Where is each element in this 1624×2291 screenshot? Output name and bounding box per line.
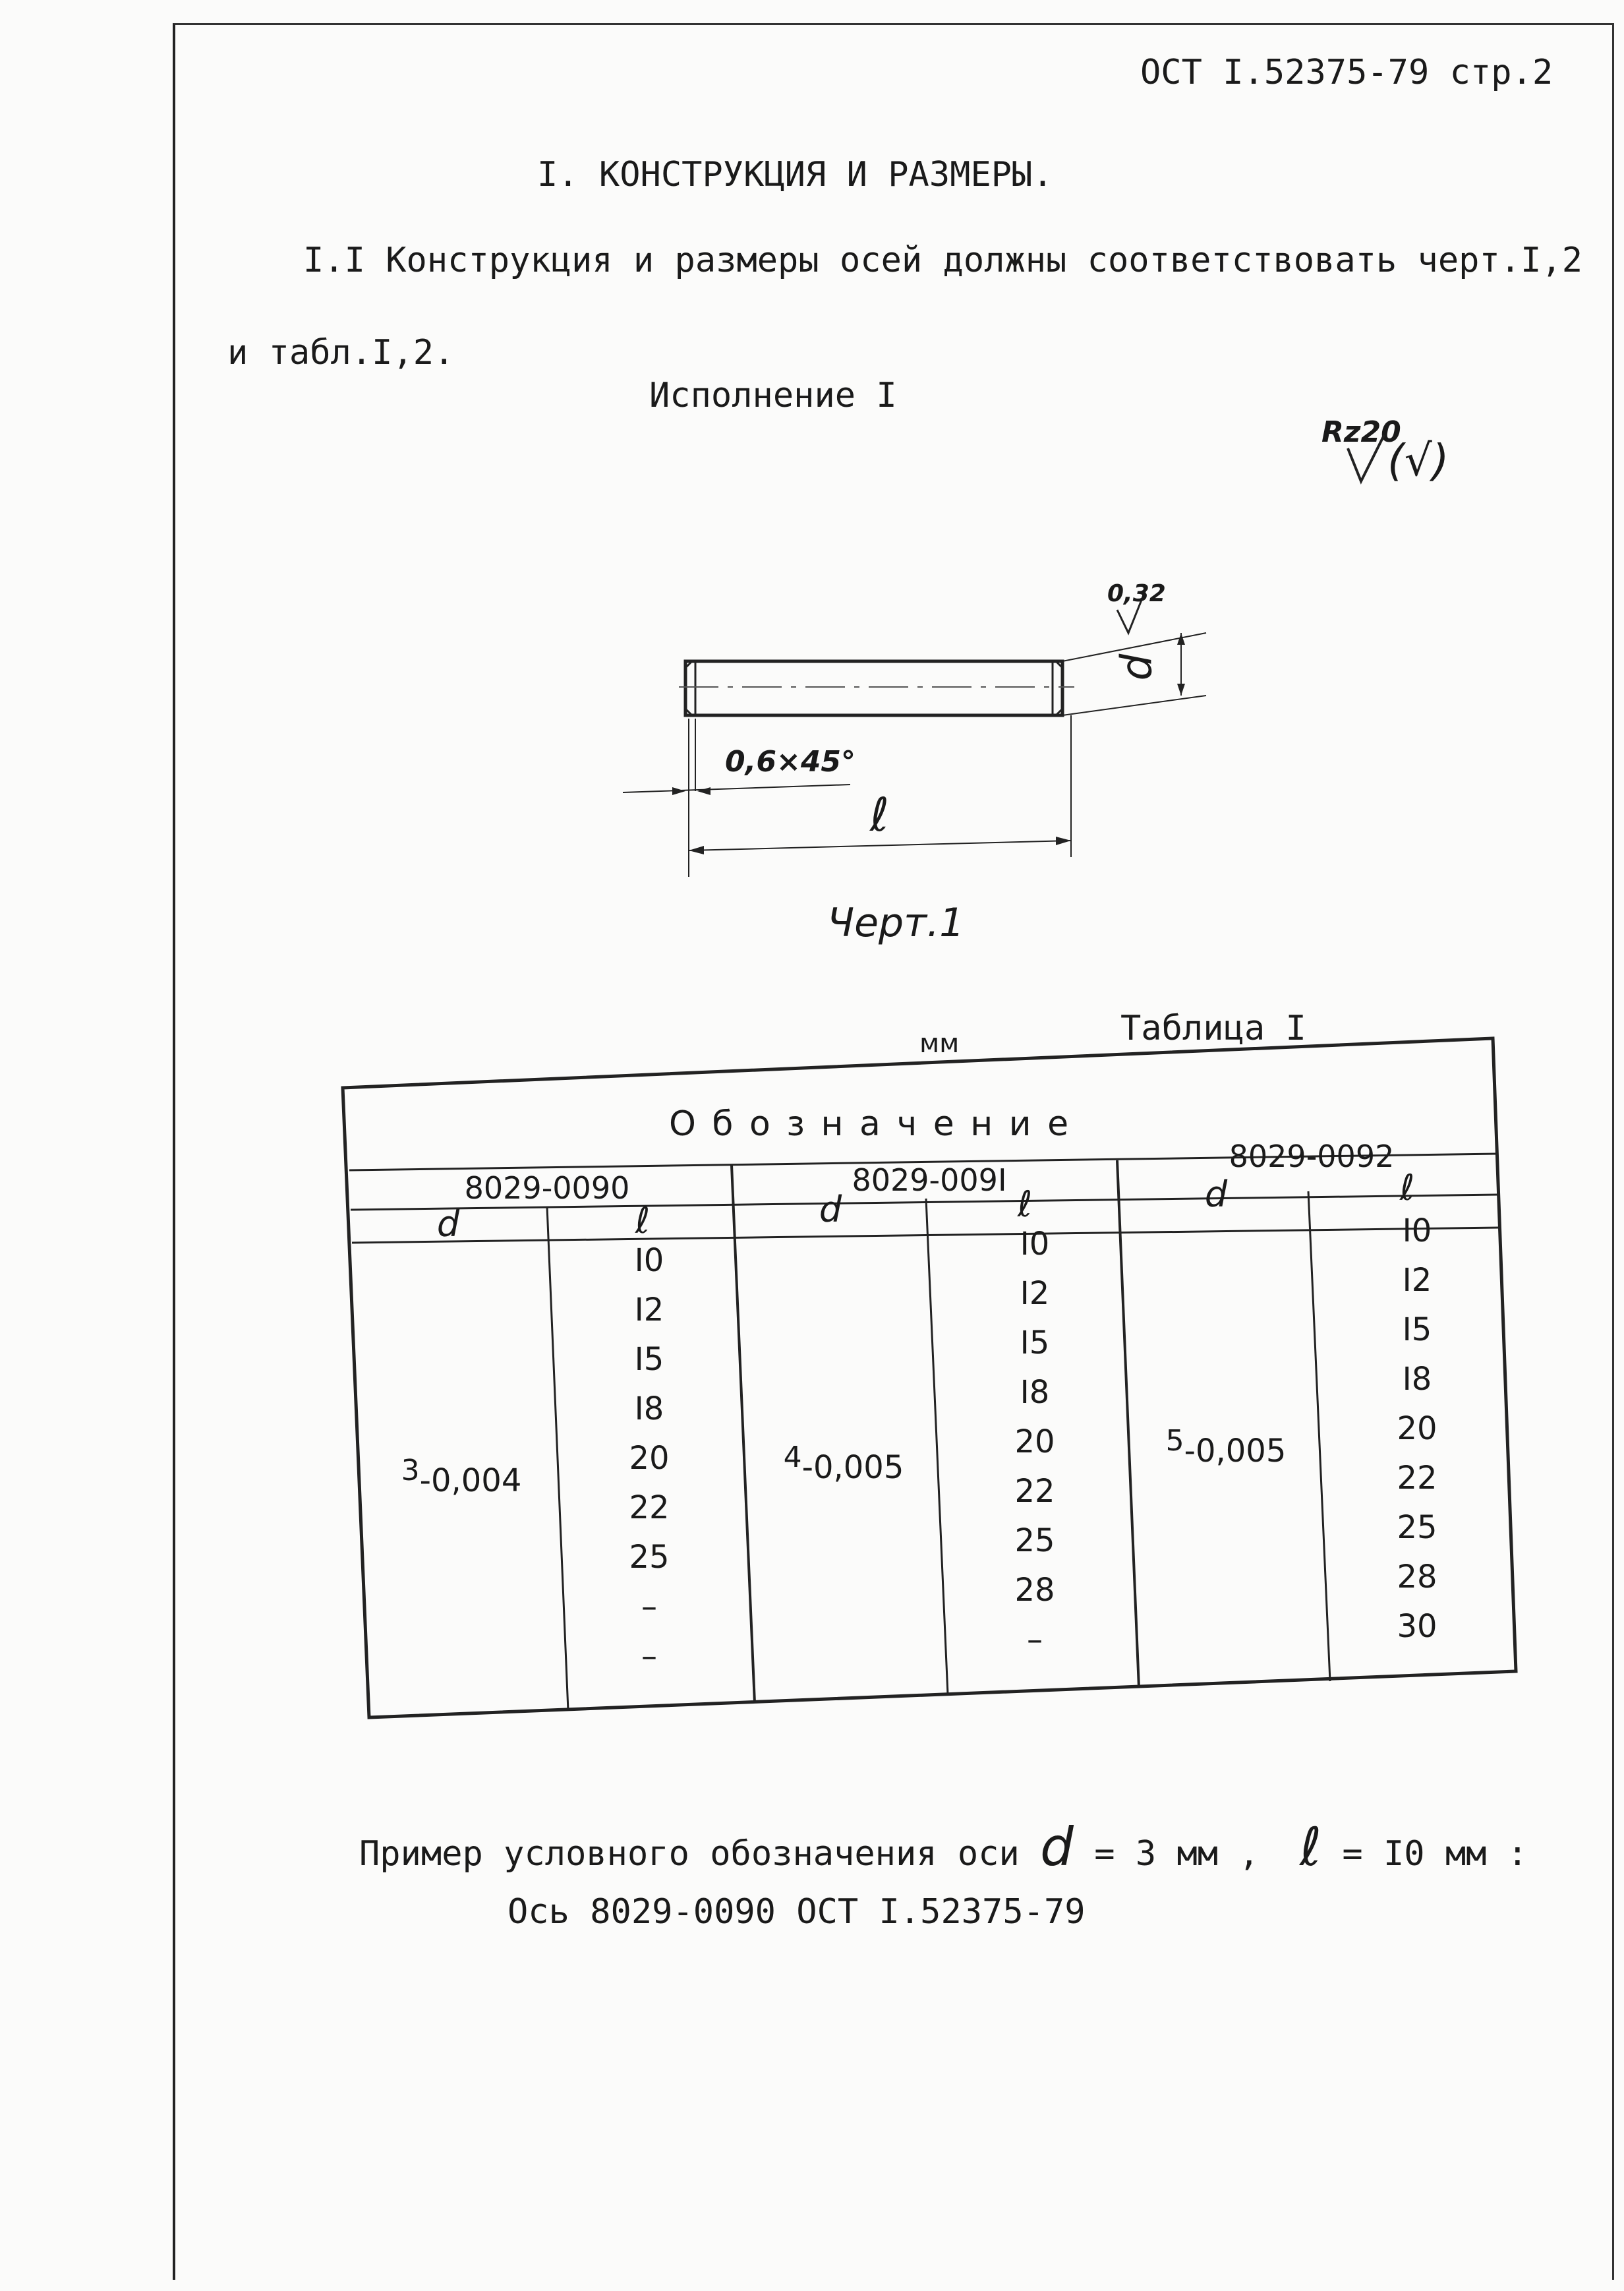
- diameter-dimension-label: d: [1113, 653, 1162, 681]
- list-item: –: [641, 1588, 657, 1625]
- variant-label: Исполнение I: [649, 376, 897, 415]
- col2-l-label: ℓ: [1017, 1183, 1033, 1225]
- list-item: I2: [1402, 1262, 1432, 1299]
- chamfer-label: 0,6×45°: [725, 745, 856, 779]
- axle-drawing: [0, 0, 1624, 989]
- table-units: мм: [919, 1028, 960, 1059]
- col2-l-values: [942, 1220, 1127, 1665]
- col1-d-label: d: [436, 1203, 460, 1245]
- col3-l-values: [1325, 1206, 1509, 1651]
- list-item: I2: [1020, 1275, 1050, 1312]
- list-item: –: [641, 1638, 657, 1675]
- example-d-symbol: d: [1040, 1816, 1074, 1878]
- list-item: I5: [634, 1341, 664, 1378]
- example-prefix: Пример условного обозначения оси: [359, 1834, 1020, 1874]
- list-item: I8: [1020, 1374, 1050, 1411]
- list-item: 22: [1014, 1473, 1055, 1510]
- list-item: 20: [629, 1440, 670, 1477]
- list-item: 20: [1397, 1410, 1437, 1447]
- list-item: 28: [1014, 1572, 1055, 1609]
- example-d-part: = 3 мм ,: [1094, 1834, 1260, 1874]
- example-l-part: = I0 мм :: [1342, 1834, 1528, 1874]
- col3-d-value: $^5$-0,005: [1165, 1424, 1287, 1470]
- list-item: 28: [1397, 1559, 1437, 1595]
- column-code-2: 8029-009I: [852, 1162, 1007, 1198]
- list-item: 25: [629, 1539, 670, 1576]
- clause-line-2: и табл.I,2.: [227, 333, 455, 372]
- table-header: О б о з н а ч е н и е: [668, 1104, 1072, 1144]
- example-designation: Ось 8029-0090 ОСТ I.52375-79: [508, 1892, 1086, 1932]
- list-item: I8: [634, 1390, 664, 1427]
- drawing-caption: Черт.1: [827, 900, 965, 946]
- dimensions-table: [343, 1038, 1516, 1717]
- length-dimension-label: ℓ: [870, 788, 889, 842]
- list-item: 30: [1397, 1608, 1437, 1645]
- list-item: I0: [1020, 1226, 1050, 1263]
- col3-d-label: d: [1204, 1174, 1228, 1215]
- col1-l-values: [560, 1236, 738, 1681]
- col2-d-value: $^4$-0,005: [783, 1441, 904, 1486]
- clause-line-1: I.I Конструкция и размеры осей должны соответствовать черт.I,2: [303, 241, 1583, 280]
- example-l-symbol: ℓ: [1299, 1816, 1322, 1878]
- list-item: 25: [1397, 1509, 1437, 1546]
- roughness-bracket: (√): [1387, 435, 1449, 486]
- roughness-general: Rz20: [1321, 415, 1401, 449]
- list-item: I0: [634, 1242, 664, 1279]
- list-item: 20: [1014, 1423, 1055, 1460]
- list-item: –: [1027, 1621, 1043, 1658]
- column-code-3: 8029-0092: [1229, 1139, 1395, 1174]
- list-item: I8: [1402, 1361, 1432, 1398]
- col2-d-label: d: [819, 1189, 842, 1230]
- table-title: Таблица I: [1120, 1009, 1306, 1048]
- list-item: I2: [634, 1292, 664, 1328]
- list-item: 25: [1014, 1522, 1055, 1559]
- example-line: [359, 1816, 1528, 1878]
- col3-l-label: ℓ: [1399, 1167, 1415, 1208]
- col1-l-label: ℓ: [635, 1200, 651, 1241]
- axle-body: [685, 661, 1062, 715]
- list-item: I0: [1402, 1212, 1432, 1249]
- list-item: I5: [1020, 1324, 1050, 1361]
- list-item: 22: [629, 1489, 670, 1526]
- document-code: ОСТ I.52375-79 стр.2: [1140, 53, 1553, 92]
- col1-d-value: $^3$-0,004: [401, 1454, 522, 1499]
- list-item: 22: [1397, 1460, 1437, 1497]
- list-item: I5: [1402, 1311, 1432, 1348]
- roughness-surface-value: 0,32: [1107, 580, 1166, 607]
- section-title: I. КОНСТРУКЦИЯ И РАЗМЕРЫ.: [537, 155, 1053, 194]
- column-code-1: 8029-0090: [464, 1170, 630, 1206]
